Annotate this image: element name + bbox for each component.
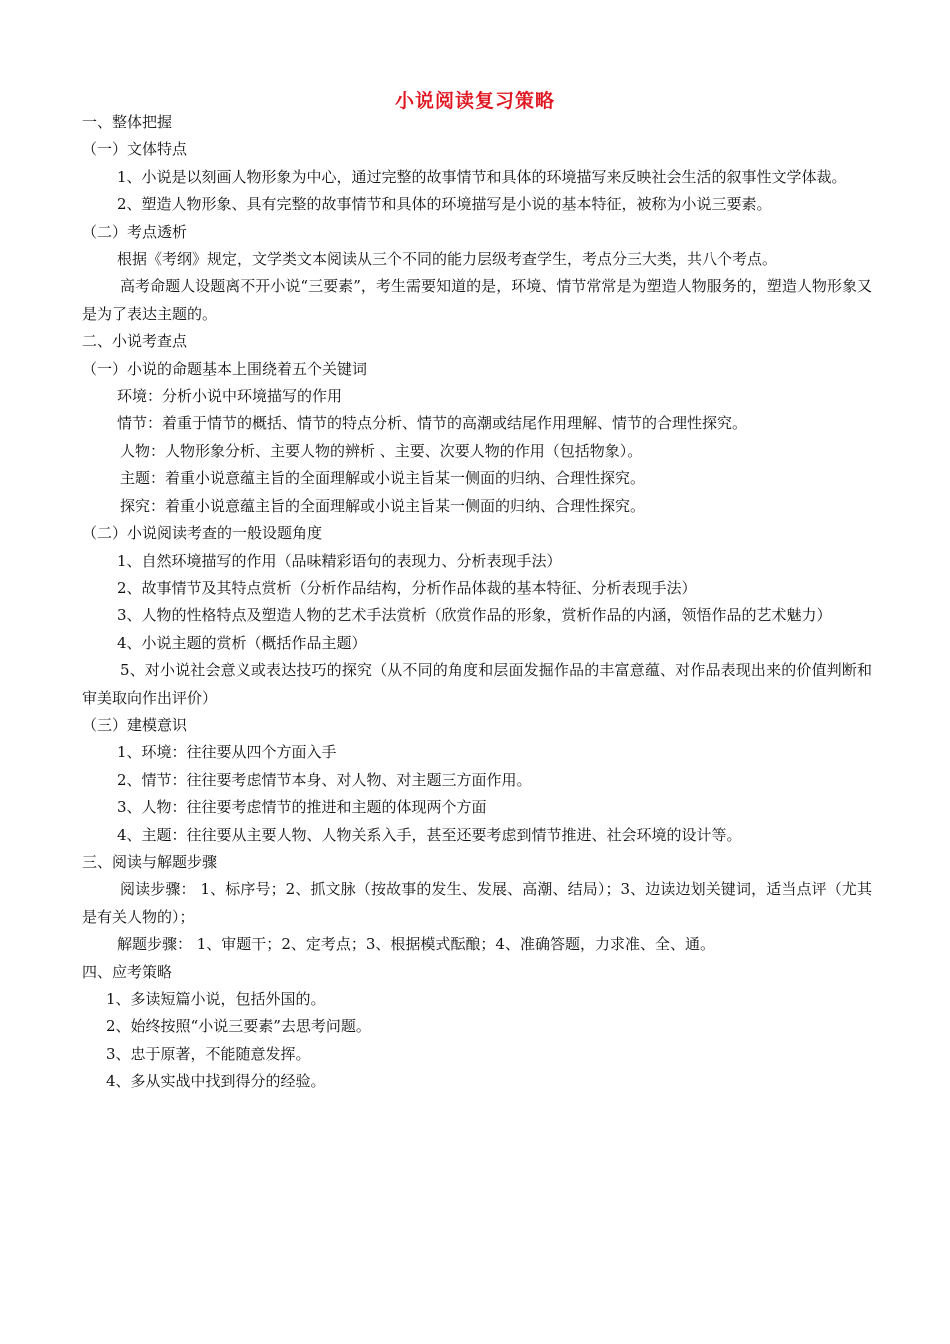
list-item: 2、故事情节及其特点赏析（分析作品结构，分析作品体裁的基本特征、分析表现手法）	[117, 578, 697, 597]
list-item: 1、环境：往往要从四个方面入手	[117, 743, 337, 762]
list-item: 3、人物的性格特点及塑造人物的艺术手法赏析（欣赏作品的形象，赏析作品的内涵，领悟作品的艺术魅力）	[117, 606, 832, 625]
list-item: 1、多读短篇小说，包括外国的。	[106, 990, 326, 1008]
section-heading: 一、整体把握	[82, 113, 173, 131]
paragraph: 阅读步骤： 1、标序号；2、抓文脉（按故事的发生、发展、高潮、结局）；3、边读边划关键词，适当点评（尤其是有关人物的）；	[82, 880, 872, 926]
paragraph: 1、小说是以刻画人物形象为中心，通过完整的故事情节和具体的环境描写来反映社会生活的叙事性文学体裁。	[117, 167, 847, 186]
subsection-heading: （三）建模意识	[82, 715, 188, 734]
paragraph: 高考命题人设题离不开小说“三要素”，考生需要知道的是，环境、情节常常是为塑造人物服务的，塑造人物形象又是为了表达主题的。	[82, 277, 872, 323]
list-item: 2、始终按照“小说三要素”去思考问题。	[106, 1017, 371, 1036]
paragraph: 解题步骤： 1、审题干；2、定考点；3、根据模式酝酿；4、准确答题，力求准、全、通。	[117, 935, 715, 954]
subsection-heading: （一）小说的命题基本上围绕着五个关键词	[82, 359, 368, 378]
keyword-item: 探究：着重小说意蕴主旨的全面理解或小说主旨某一侧面的归纳、合理性探究。	[120, 496, 646, 515]
document-title: 小说阅读复习策略	[394, 90, 555, 112]
list-item: 2、情节：往往要考虑情节本身、对人物、对主题三方面作用。	[117, 770, 532, 789]
keyword-item: 情节：着重于情节的概括、情节的特点分析、情节的高潮或结尾作用理解、情节的合理性探究。	[117, 414, 748, 433]
list-item: 4、主题：往往要从主要人物、人物关系入手，甚至还要考虑到情节推进、社会环境的设计等。	[117, 825, 742, 844]
document-body	[82, 109, 872, 1096]
keyword-item: 人物：人物形象分析、主要人物的辨析 、主要、次要人物的作用（包括物象）。	[120, 441, 643, 460]
section-heading: 三、阅读与解题步骤	[82, 852, 218, 871]
paragraph: 2、塑造人物形象、具有完整的故事情节和具体的环境描写是小说的基本特征，被称为小说三要素。	[117, 195, 772, 214]
subsection-heading: （二）考点透析	[82, 222, 188, 241]
subsection-heading: （二）小说阅读考查的一般设题角度	[82, 524, 323, 543]
list-item: 1、自然环境描写的作用（品味精彩语句的表现力、分析表现手法）	[117, 551, 562, 570]
list-item: 5、对小说社会意义或表达技巧的探究（从不同的角度和层面发掘作品的丰富意蕴、对作品表现出来的价值判断和审美取向作出评价）	[82, 661, 872, 707]
list-item: 3、忠于原著，不能随意发挥。	[106, 1044, 311, 1063]
subsection-heading: （一）文体特点	[82, 140, 188, 159]
paragraph: 根据《考纲》规定，文学类文本阅读从三个不同的能力层级考查学生，考点分三大类，共八个考点。	[117, 250, 778, 269]
section-heading: 四、应考策略	[82, 962, 173, 981]
list-item: 4、多从实战中找到得分的经验。	[106, 1072, 326, 1091]
list-item: 4、小说主题的赏析（概括作品主题）	[117, 633, 367, 652]
list-item: 3、人物：往往要考虑情节的推进和主题的体现两个方面	[117, 798, 487, 817]
keyword-item: 主题：着重小说意蕴主旨的全面理解或小说主旨某一侧面的归纳、合理性探究。	[120, 469, 646, 488]
keyword-item: 环境：分析小说中环境描写的作用	[117, 387, 343, 406]
section-heading: 二、小说考查点	[82, 332, 188, 351]
